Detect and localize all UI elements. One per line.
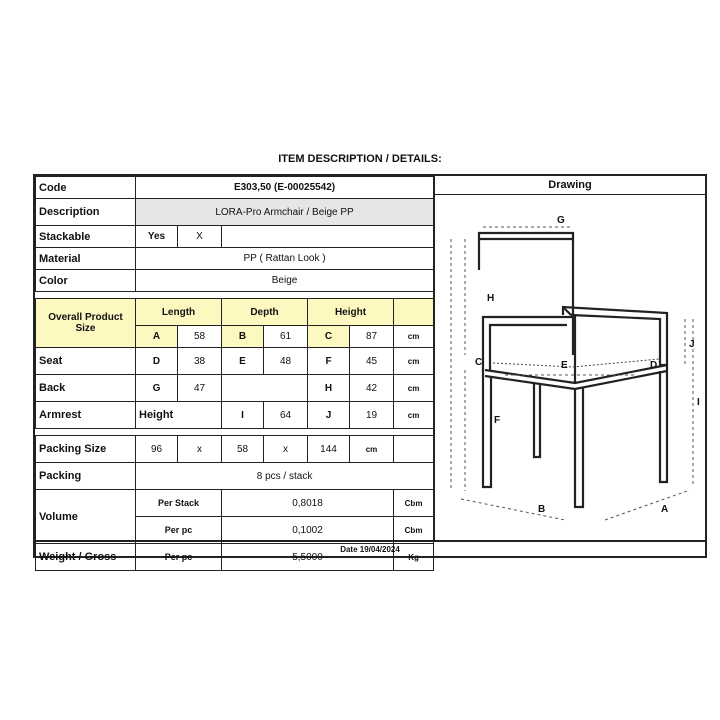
back-row (36, 375, 434, 402)
armrest-key-i: I (222, 402, 264, 429)
weight-unit: Kg (394, 544, 434, 571)
packing-size-length: 96 (136, 436, 178, 463)
spacer-row (36, 292, 434, 299)
leg-back-right (660, 365, 667, 482)
overall-label-line2: Size (75, 323, 96, 334)
label-e: E (561, 360, 568, 371)
overall-label (36, 299, 136, 348)
armrest-unit: cm (394, 402, 434, 429)
spacer-row-2 (36, 429, 434, 436)
label-a: A (661, 504, 669, 515)
page-title: ITEM DESCRIPTION / DETAILS: (278, 153, 442, 165)
code-value: E303,50 (E-00025542) (136, 177, 434, 199)
back-empty (222, 375, 308, 402)
label-d: D (650, 360, 658, 371)
seat-unit: cm (394, 348, 434, 375)
back-key-g: G (136, 375, 178, 402)
overall-unit: cm (394, 326, 434, 348)
volume-per-stack-value: 0,8018 (222, 490, 394, 517)
overall-value-b: 61 (264, 326, 308, 348)
unit-header-empty (394, 299, 434, 326)
stackable-row (36, 226, 434, 248)
label-c: C (475, 357, 483, 368)
packing-size-width: 58 (222, 436, 264, 463)
packing-size-height: 144 (308, 436, 350, 463)
overall-value-a: 58 (178, 326, 222, 348)
length-header: Length (136, 299, 222, 326)
seat-key-f: F (308, 348, 350, 375)
volume-per-pc-unit: Cbm (394, 517, 434, 544)
overall-header-row (36, 299, 434, 326)
label-i: I (697, 397, 700, 408)
label-g: G (557, 215, 565, 226)
packing-size-unit: cm (350, 436, 394, 463)
dim-a-line (605, 490, 690, 520)
packing-size-x1: x (178, 436, 222, 463)
label-b: B (538, 504, 546, 515)
stackable-label: Stackable (36, 226, 136, 248)
back-key-h: H (308, 375, 350, 402)
code-row (36, 177, 434, 199)
code-label: Code (36, 177, 136, 199)
description-row (36, 199, 434, 226)
seat-value-f: 45 (350, 348, 394, 375)
armrest-value-i: 64 (264, 402, 308, 429)
overall-label-line1: Overall Product (48, 312, 123, 323)
armrest-row (36, 402, 434, 429)
packing-size-row (36, 436, 434, 463)
volume-per-stack-label: Per Stack (136, 490, 222, 517)
depth-header: Depth (222, 299, 308, 326)
armrest-label: Armrest (36, 402, 136, 429)
material-label: Material (36, 248, 136, 270)
volume-stack-row (36, 490, 434, 517)
seat-key-e: E (222, 348, 264, 375)
color-value: Beige (136, 270, 434, 292)
color-label: Color (36, 270, 136, 292)
volume-label: Volume (36, 490, 136, 544)
weight-per-pc-label: Per pc (136, 544, 222, 571)
seat-row (36, 348, 434, 375)
volume-per-stack-unit: Cbm (394, 490, 434, 517)
weight-value: 5,5000 (222, 544, 394, 571)
volume-per-pc-label: Per pc (136, 517, 222, 544)
chair-drawing-svg (435, 195, 705, 539)
leg-back-left (534, 383, 540, 457)
leg-front-middle (575, 387, 583, 507)
drawing-header: Drawing (435, 176, 705, 195)
material-value: PP ( Rattan Look ) (136, 248, 434, 270)
leg-front-left (483, 370, 491, 487)
seat-key-d: D (136, 348, 178, 375)
color-row (36, 270, 434, 292)
armrest-key-j: J (308, 402, 350, 429)
packing-size-empty (394, 436, 434, 463)
packing-row (36, 463, 434, 490)
packing-value: 8 pcs / stack (136, 463, 434, 490)
overall-key-b: B (222, 326, 264, 348)
armrest-height-label: Height (136, 402, 222, 429)
spec-table (35, 176, 434, 571)
description-label: Description (36, 199, 136, 226)
stackable-mark: X (178, 226, 222, 248)
weight-label: Weight / Gross (36, 544, 136, 571)
stackable-yes: Yes (136, 226, 178, 248)
material-row (36, 248, 434, 270)
seat-value-d: 38 (178, 348, 222, 375)
packing-label: Packing (36, 463, 136, 490)
stackable-empty (222, 226, 434, 248)
armrest-value-j: 19 (350, 402, 394, 429)
packing-size-x2: x (264, 436, 308, 463)
label-h: H (487, 293, 495, 304)
seat-label: Seat (36, 348, 136, 375)
back-value-h: 42 (350, 375, 394, 402)
description-value: LORA-Pro Armchair / Beige PP (136, 199, 434, 226)
spec-sheet (33, 174, 707, 563)
volume-per-pc-value: 0,1002 (222, 517, 394, 544)
right-arm-outline (563, 307, 667, 365)
overall-key-c: C (308, 326, 350, 348)
label-j: J (689, 339, 695, 350)
label-f: F (494, 415, 501, 426)
overall-value-c: 87 (350, 326, 394, 348)
chair-drawing (435, 195, 705, 539)
dim-b-line (461, 499, 565, 520)
back-unit: cm (394, 375, 434, 402)
overall-key-a: A (136, 326, 178, 348)
left-arm-outline (483, 317, 575, 383)
packing-size-label: Packing Size (36, 436, 136, 463)
back-label: Back (36, 375, 136, 402)
height-header: Height (308, 299, 394, 326)
date-footer: Date 19/04/2024 (35, 540, 705, 558)
back-value-g: 47 (178, 375, 222, 402)
seat-value-e: 48 (264, 348, 308, 375)
